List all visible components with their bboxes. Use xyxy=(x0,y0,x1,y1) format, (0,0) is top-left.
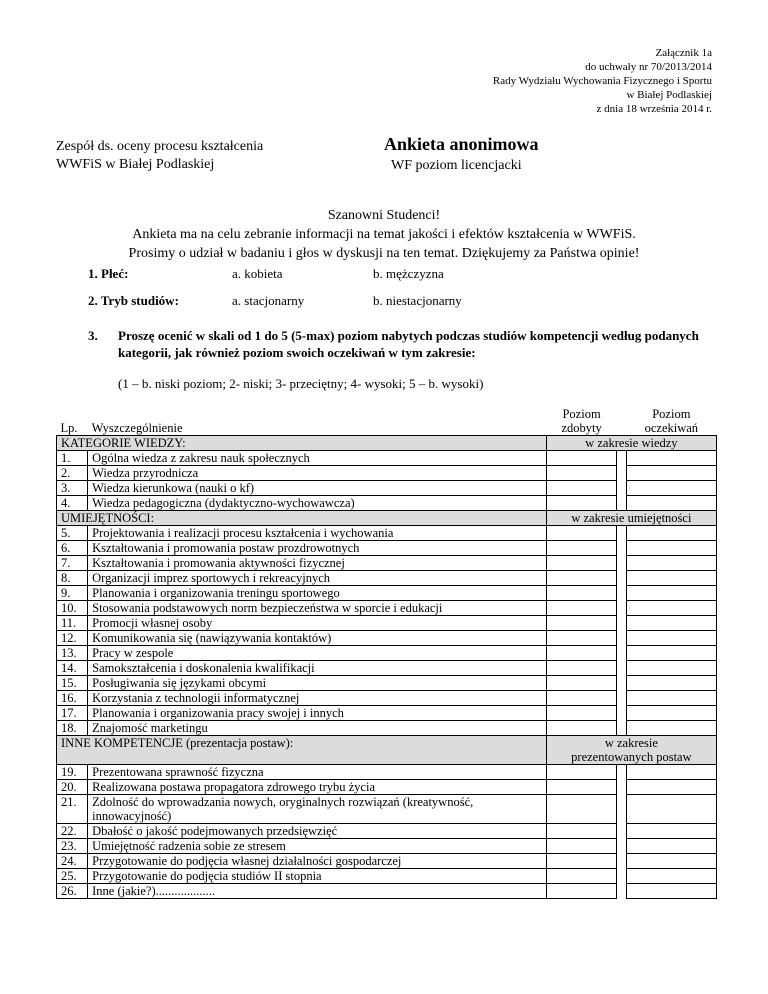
table-row xyxy=(57,481,717,496)
level-input-cell[interactable] xyxy=(546,884,617,899)
annex-line: Załącznik 1a xyxy=(655,47,712,59)
expectation-input-cell[interactable] xyxy=(626,556,716,571)
spacer-cell xyxy=(617,571,626,586)
table-row xyxy=(57,646,717,661)
level-input-cell[interactable] xyxy=(546,466,617,481)
expectation-input-cell[interactable] xyxy=(626,824,716,839)
row-number: 16. xyxy=(57,691,88,706)
row-description: Przygotowanie do podjęcia własnej działalności gospodarczej xyxy=(88,854,547,869)
level-input-cell[interactable] xyxy=(546,481,617,496)
table-row xyxy=(57,706,717,721)
row-number: 11. xyxy=(57,616,88,631)
level-input-cell[interactable] xyxy=(546,601,617,616)
col-expect-line: Poziom xyxy=(652,407,691,421)
row-description: Inne (jakie?)................... xyxy=(88,884,547,899)
expectation-input-cell[interactable] xyxy=(626,496,716,511)
row-description: Umiejętność radzenia sobie ze stresem xyxy=(88,839,547,854)
table-row xyxy=(57,824,717,839)
spacer-cell xyxy=(617,721,626,736)
level-input-cell[interactable] xyxy=(546,526,617,541)
expectation-input-cell[interactable] xyxy=(626,706,716,721)
expectation-input-cell[interactable] xyxy=(626,571,716,586)
section-scope xyxy=(546,511,716,526)
table-row xyxy=(57,526,717,541)
section-scope-line: w zakresie xyxy=(604,736,658,750)
row-description: Organizacji imprez sportowych i rekreacyjnych xyxy=(88,571,547,586)
table-row xyxy=(57,780,717,795)
table-row xyxy=(57,631,717,646)
row-number: 1. xyxy=(57,451,88,466)
section-scope xyxy=(546,736,716,765)
row-number: 6. xyxy=(57,541,88,556)
table-row xyxy=(57,884,717,899)
annex-line: w Białej Podlaskiej xyxy=(626,89,712,101)
row-description: Kształtowania i promowania postaw prozdrowotnych xyxy=(88,541,547,556)
team-line: WWFiS w Białej Podlaskiej xyxy=(56,157,215,172)
col-desc: Wyszczególnienie xyxy=(91,421,183,435)
expectation-input-cell[interactable] xyxy=(626,839,716,854)
row-description: Pracy w zespole xyxy=(88,646,547,661)
row-number: 15. xyxy=(57,676,88,691)
row-description: Ogólna wiedza z zakresu nauk społecznych xyxy=(88,451,547,466)
level-input-cell[interactable] xyxy=(546,616,617,631)
col-level xyxy=(546,404,617,436)
row-description: Znajomość marketingu xyxy=(88,721,547,736)
level-input-cell[interactable] xyxy=(546,451,617,466)
spacer-cell xyxy=(617,706,626,721)
row-description: Promocji własnej osoby xyxy=(88,616,547,631)
table-row xyxy=(57,451,717,466)
spacer-cell xyxy=(617,691,626,706)
table-row xyxy=(57,765,717,780)
expectation-input-cell[interactable] xyxy=(626,451,716,466)
expectation-input-cell[interactable] xyxy=(626,466,716,481)
row-description: Samokształcenia i doskonalenia kwalifikacji xyxy=(88,661,547,676)
expectation-input-cell[interactable] xyxy=(626,869,716,884)
spacer-cell xyxy=(617,496,626,511)
greeting-line: Ankieta ma na celu zebranie informacji na temat jakości i efektów kształcenia w WWFiS. xyxy=(132,227,636,242)
col-level-line: zdobyty xyxy=(561,421,602,435)
q1-option-a[interactable]: a. kobieta xyxy=(232,266,283,281)
section-header: UMIEJĘTNOŚCI: xyxy=(57,511,547,526)
section-header: KATEGORIE WIEDZY: xyxy=(57,436,547,451)
row-number: 21. xyxy=(57,795,88,824)
section-header-row xyxy=(57,436,717,451)
level-input-cell[interactable] xyxy=(546,721,617,736)
table-row xyxy=(57,691,717,706)
spacer-cell xyxy=(617,824,626,839)
q3-scale: (1 – b. niski poziom; 2- niski; 3- przeciętny; 4- wysoki; 5 – b. wysoki) xyxy=(118,376,484,391)
table-row xyxy=(57,869,717,884)
row-description: Posługiwania się językami obcymi xyxy=(88,676,547,691)
row-description: Dbałość o jakość podejmowanych przedsięwzięć xyxy=(88,824,547,839)
expectation-input-cell[interactable] xyxy=(626,526,716,541)
expectation-input-cell[interactable] xyxy=(626,795,716,824)
rating-table xyxy=(56,404,717,899)
page-subtitle: WF poziom licencjacki xyxy=(391,158,522,173)
spacer-cell xyxy=(617,884,626,899)
row-number: 5. xyxy=(57,526,88,541)
level-input-cell[interactable] xyxy=(546,571,617,586)
expectation-input-cell[interactable] xyxy=(626,854,716,869)
table-row xyxy=(57,586,717,601)
level-input-cell[interactable] xyxy=(546,586,617,601)
spacer-cell xyxy=(617,839,626,854)
row-description: Przygotowanie do podjęcia studiów II stopnia xyxy=(88,869,547,884)
level-input-cell[interactable] xyxy=(546,839,617,854)
row-number: 25. xyxy=(57,869,88,884)
spacer-cell xyxy=(617,451,626,466)
expectation-input-cell[interactable] xyxy=(626,646,716,661)
q2-option-a[interactable]: a. stacjonarny xyxy=(232,293,305,308)
row-number: 26. xyxy=(57,884,88,899)
table-row xyxy=(57,571,717,586)
section-header-row xyxy=(57,736,717,765)
level-input-cell[interactable] xyxy=(546,556,617,571)
table-row xyxy=(57,839,717,854)
row-description: Planowania i organizowania treningu sportowego xyxy=(88,586,547,601)
level-input-cell[interactable] xyxy=(546,631,617,646)
expectation-input-cell[interactable] xyxy=(626,631,716,646)
spacer-cell xyxy=(617,661,626,676)
level-input-cell[interactable] xyxy=(546,854,617,869)
row-description: Projektowania i realizacji procesu kształcenia i wychowania xyxy=(88,526,547,541)
row-number: 13. xyxy=(57,646,88,661)
greeting-line: Prosimy o udział w badaniu i głos w dyskusji na ten temat. Dziękujemy za Państwa opinie! xyxy=(128,246,640,261)
greeting-line: Szanowni Studenci! xyxy=(327,208,441,223)
spacer-cell xyxy=(617,869,626,884)
annex-line: Rady Wydziału Wychowania Fizycznego i Sportu xyxy=(492,75,712,87)
level-input-cell[interactable] xyxy=(546,765,617,780)
annex-line: do uchwały nr 70/2013/2014 xyxy=(585,61,712,73)
row-number: 4. xyxy=(57,496,88,511)
table-row xyxy=(57,466,717,481)
section-scope-line: prezentowanych postaw xyxy=(571,750,692,764)
table-row xyxy=(57,556,717,571)
spacer-cell xyxy=(617,631,626,646)
table-row xyxy=(57,496,717,511)
row-number: 10. xyxy=(57,601,88,616)
col-lp: Lp. xyxy=(60,421,78,435)
row-description: Realizowana postawa propagatora zdrowego trybu życia xyxy=(88,780,547,795)
row-description: Kształtowania i promowania aktywności fizycznej xyxy=(88,556,547,571)
level-input-cell[interactable] xyxy=(546,795,617,824)
expectation-input-cell[interactable] xyxy=(626,661,716,676)
page-title: Ankieta anonimowa xyxy=(384,134,539,154)
row-number: 23. xyxy=(57,839,88,854)
annex-note xyxy=(493,46,712,116)
level-input-cell[interactable] xyxy=(546,541,617,556)
row-number: 17. xyxy=(57,706,88,721)
col-expect-line: oczekiwań xyxy=(644,421,699,435)
level-input-cell[interactable] xyxy=(546,661,617,676)
table-row xyxy=(57,854,717,869)
row-number: 20. xyxy=(57,780,88,795)
row-description: Prezentowana sprawność fizyczna xyxy=(88,765,547,780)
section-scope-line: w zakresie wiedzy xyxy=(585,436,678,450)
section-header-row xyxy=(57,511,717,526)
section-scope xyxy=(546,436,716,451)
expectation-input-cell[interactable] xyxy=(626,884,716,899)
row-number: 18. xyxy=(57,721,88,736)
col-level-line: Poziom xyxy=(562,407,601,421)
table-row xyxy=(57,616,717,631)
spacer-cell xyxy=(617,646,626,661)
row-description: Planowania i organizowania pracy swojej i innych xyxy=(88,706,547,721)
spacer-cell xyxy=(617,795,626,824)
spacer-cell xyxy=(617,854,626,869)
expectation-input-cell[interactable] xyxy=(626,481,716,496)
spacer-cell xyxy=(617,765,626,780)
level-input-cell[interactable] xyxy=(546,691,617,706)
section-header: INNE KOMPETENCJE (prezentacja postaw): xyxy=(57,736,547,765)
spacer-cell xyxy=(617,616,626,631)
row-number: 19. xyxy=(57,765,88,780)
level-input-cell[interactable] xyxy=(546,780,617,795)
greeting xyxy=(0,206,768,263)
team-info xyxy=(56,138,263,174)
q2-option-b[interactable]: b. niestacjonarny xyxy=(373,293,462,308)
expectation-input-cell[interactable] xyxy=(626,721,716,736)
row-number: 3. xyxy=(57,481,88,496)
expectation-input-cell[interactable] xyxy=(626,616,716,631)
q2-label: 2. Tryb studiów: xyxy=(88,293,179,308)
spacer-cell xyxy=(617,526,626,541)
spacer-cell xyxy=(617,601,626,616)
expectation-input-cell[interactable] xyxy=(626,601,716,616)
level-input-cell[interactable] xyxy=(546,706,617,721)
spacer-cell xyxy=(617,481,626,496)
row-number: 14. xyxy=(57,661,88,676)
q1-label: 1. Płeć: xyxy=(88,266,129,281)
table-row xyxy=(57,676,717,691)
expectation-input-cell[interactable] xyxy=(626,586,716,601)
row-description: Korzystania z technologii informatycznej xyxy=(88,691,547,706)
expectation-input-cell[interactable] xyxy=(626,541,716,556)
expectation-input-cell[interactable] xyxy=(626,691,716,706)
table-row xyxy=(57,721,717,736)
expectation-input-cell[interactable] xyxy=(626,765,716,780)
row-number: 2. xyxy=(57,466,88,481)
level-input-cell[interactable] xyxy=(546,496,617,511)
row-description: Komunikowania się (nawiązywania kontaktów) xyxy=(88,631,547,646)
spacer-cell xyxy=(617,586,626,601)
level-input-cell[interactable] xyxy=(546,869,617,884)
q3-number: 3. xyxy=(88,328,98,343)
table-row xyxy=(57,795,717,824)
spacer-cell xyxy=(617,780,626,795)
q3-text: Proszę ocenić w skali od 1 do 5 (5-max) poziom nabytych podczas studiów kompetencji według podanych kategorii, jak również poziom swoich oczekiwań w tym zakresie: xyxy=(118,328,699,360)
table-row xyxy=(57,541,717,556)
spacer-cell xyxy=(617,541,626,556)
level-input-cell[interactable] xyxy=(546,676,617,691)
annex-line: z dnia 18 września 2014 r. xyxy=(596,103,712,115)
expectation-input-cell[interactable] xyxy=(626,676,716,691)
spacer-cell xyxy=(617,556,626,571)
col-expect xyxy=(626,404,716,436)
section-scope-line: w zakresie umiejętności xyxy=(571,511,692,525)
row-number: 7. xyxy=(57,556,88,571)
row-description: Zdolność do wprowadzania nowych, oryginalnych rozwiązań (kreatywność, innowacyjność) xyxy=(88,795,547,824)
level-input-cell[interactable] xyxy=(546,646,617,661)
row-number: 8. xyxy=(57,571,88,586)
table-row xyxy=(57,661,717,676)
spacer-cell xyxy=(617,466,626,481)
q1-option-b[interactable]: b. mężczyzna xyxy=(373,266,444,281)
row-description: Wiedza przyrodnicza xyxy=(88,466,547,481)
row-description: Stosowania podstawowych norm bezpieczeństwa w sporcie i edukacji xyxy=(88,601,547,616)
level-input-cell[interactable] xyxy=(546,824,617,839)
expectation-input-cell[interactable] xyxy=(626,780,716,795)
row-number: 24. xyxy=(57,854,88,869)
row-description: Wiedza pedagogiczna (dydaktyczno-wychowawcza) xyxy=(88,496,547,511)
spacer-cell xyxy=(617,676,626,691)
team-line: Zespół ds. oceny procesu kształcenia xyxy=(56,139,264,154)
row-description: Wiedza kierunkowa (nauki o kf) xyxy=(88,481,547,496)
table-row xyxy=(57,601,717,616)
row-number: 9. xyxy=(57,586,88,601)
row-number: 12. xyxy=(57,631,88,646)
row-number: 22. xyxy=(57,824,88,839)
